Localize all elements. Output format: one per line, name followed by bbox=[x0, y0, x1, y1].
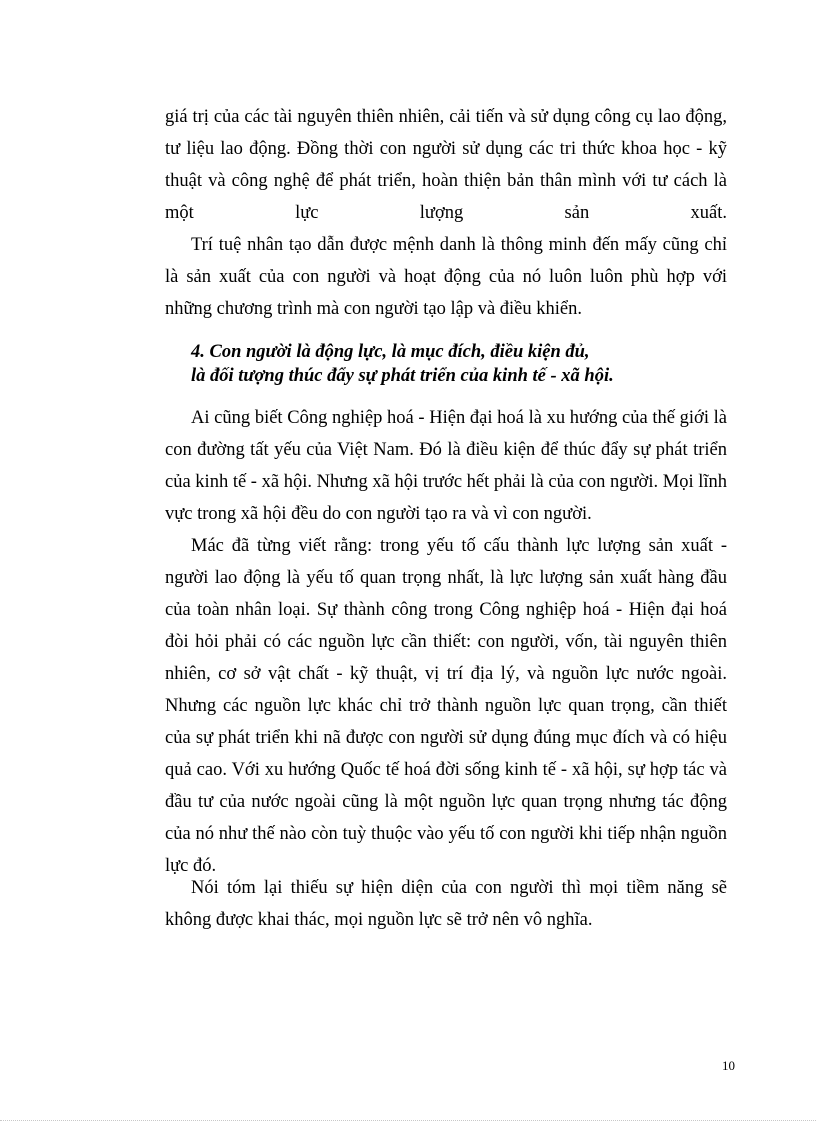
section-heading-line-1: 4. Con người là động lực, là mục đích, điều kiện đủ, bbox=[191, 342, 590, 362]
paragraph-block-5 bbox=[165, 872, 727, 936]
paragraph-marx: Mác đã từng viết rằng: trong yếu tố cấu thành lực lượng sản xuất - người lao động là yếu tố quan trọng nhất, là lực lượng sản xuất hàng đầu của toàn nhân loại. Sự thành công trong Công nghiệp hoá - Hiện đại hoá đòi hỏi phải có các nguồn lực cần thiết: con người, vốn, tài nguyên thiên nhiên, cơ sở vật chất - kỹ thuật, vị trí địa lý, và nguồn lực nước ngoài. Nhưng các nguồn lực khác chỉ trở thành nguồn lực quan trọng, cần thiết của sự phát triển khi nã được con người sử dụng đúng mục đích và có hiệu quả cao. Với xu hướng Quốc tế hoá đời sống kinh tế - xã hội, sự hợp tác và đầu tư của nước ngoài cũng là một nguồn lực quan trọng nhưng tác động của nó như thế nào còn tuỳ thuộc vào yếu tố con người khi tiếp nhận nguồn lực đó. bbox=[165, 536, 727, 876]
paragraph-block-1 bbox=[165, 101, 727, 229]
section-heading-line-2: là đối tượng thúc đẩy sự phát triển của kinh tế - xã hội. bbox=[191, 366, 614, 386]
page-number: 10 bbox=[722, 1058, 735, 1073]
page-bottom-divider bbox=[0, 1120, 816, 1121]
paragraph-ai: Trí tuệ nhân tạo dẫn được mệnh danh là thông minh đến mấy cũng chỉ là sản xuất của con người và hoạt động của nó luôn luôn phù hợp với những chương trình mà con người tạo lập và điều khiển. bbox=[165, 235, 727, 319]
paragraph-conclusion: Nói tóm lại thiếu sự hiện diện của con người thì mọi tiềm năng sẽ không được khai thác, mọi nguồn lực sẽ trở nên vô nghĩa. bbox=[165, 878, 727, 930]
paragraph-block-2 bbox=[165, 229, 727, 325]
paragraph-block-3 bbox=[165, 402, 727, 530]
paragraph-block-4 bbox=[165, 530, 727, 882]
paragraph-continuation: giá trị của các tài nguyên thiên nhiên, cải tiến và sử dụng công cụ lao động, tư liệu lao động. Đồng thời con người sử dụng các tri thức khoa học - kỹ thuật và công nghệ để phát triển, hoàn thiện bản thân mình với tư cách là một lực lượng sản xuất. bbox=[165, 107, 727, 223]
paragraph-industrialization: Ai cũng biết Công nghiệp hoá - Hiện đại hoá là xu hướng của thế giới là con đường tất yếu của Việt Nam. Đó là điều kiện để thúc đẩy sự phát triển của kinh tế - xã hội. Nhưng xã hội trước hết phải là của con người. Mọi lĩnh vực trong xã hội đều do con người tạo ra và vì con người. bbox=[165, 408, 727, 524]
section-heading bbox=[191, 340, 731, 388]
